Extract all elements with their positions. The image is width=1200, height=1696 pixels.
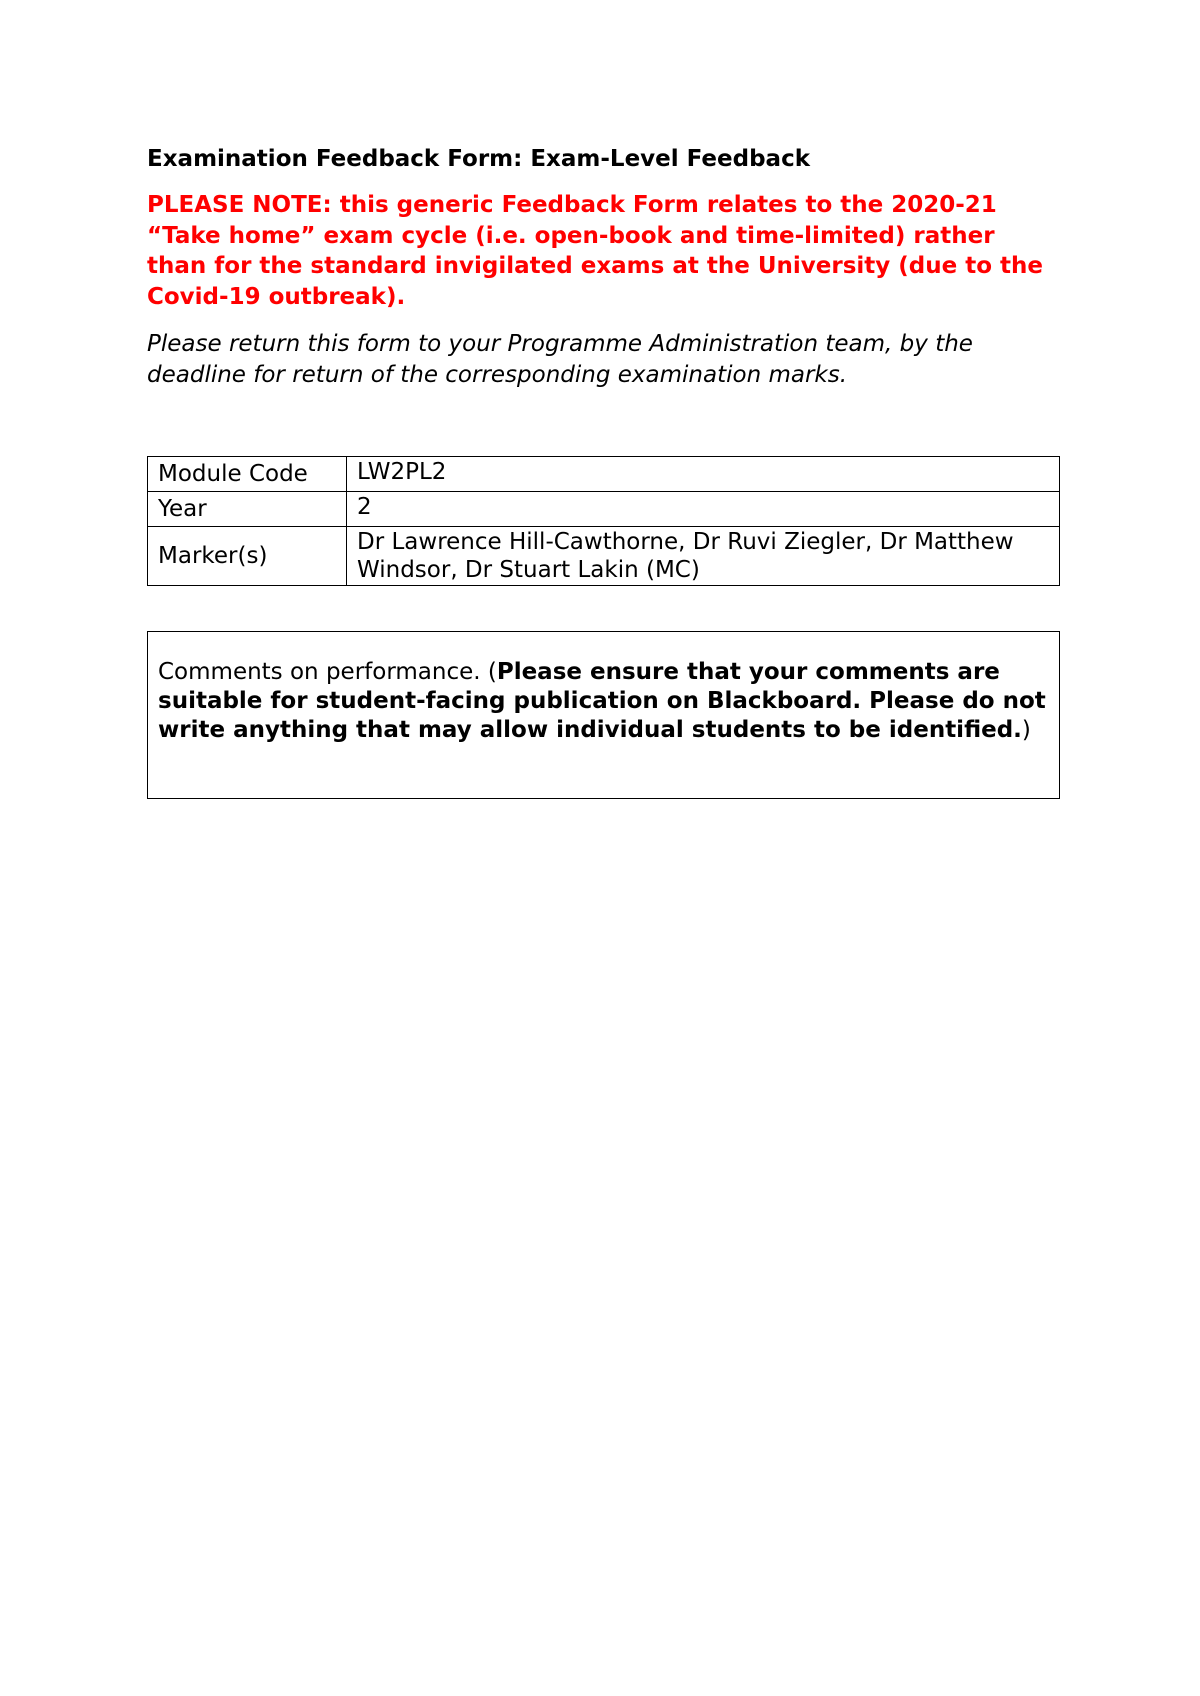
module-info-table: [147, 456, 1060, 586]
comments-closing: ): [1021, 717, 1031, 743]
comments-guidance: Please ensure that your comments are suitable for student-facing publication on Blackboard. Please do not write anything that may allow individual students to be identified.: [158, 659, 1046, 743]
table-row-markers: [148, 527, 1060, 586]
module-code-label: Module Code: [148, 457, 347, 492]
table-row-year: [148, 492, 1060, 527]
document-title: Examination Feedback Form: Exam-Level Feedback: [147, 146, 811, 172]
year-value: 2: [347, 492, 1060, 527]
covid-notice: PLEASE NOTE: this generic Feedback Form relates to the 2020-21 “Take home” exam cycle (i.e. open-book and time-limited) rather than for the standard invigilated exams at the University (due to the Covid-19 outbreak).: [147, 192, 1044, 310]
year-label: Year: [148, 492, 347, 527]
comments-box[interactable]: [147, 631, 1060, 799]
markers-label: Marker(s): [148, 527, 347, 586]
markers-value: Dr Lawrence Hill-Cawthorne, Dr Ruvi Ziegler, Dr Matthew Windsor, Dr Stuart Lakin (MC): [347, 527, 1060, 586]
module-code-value: LW2PL2: [347, 457, 1060, 492]
comments-prompt: [158, 658, 1053, 745]
return-instructions: Please return this form to your Programme Administration team, by the deadline for return of the corresponding examination marks.: [147, 331, 973, 388]
comments-intro: Comments on performance. (: [158, 659, 497, 685]
table-row-module-code: [148, 457, 1060, 492]
